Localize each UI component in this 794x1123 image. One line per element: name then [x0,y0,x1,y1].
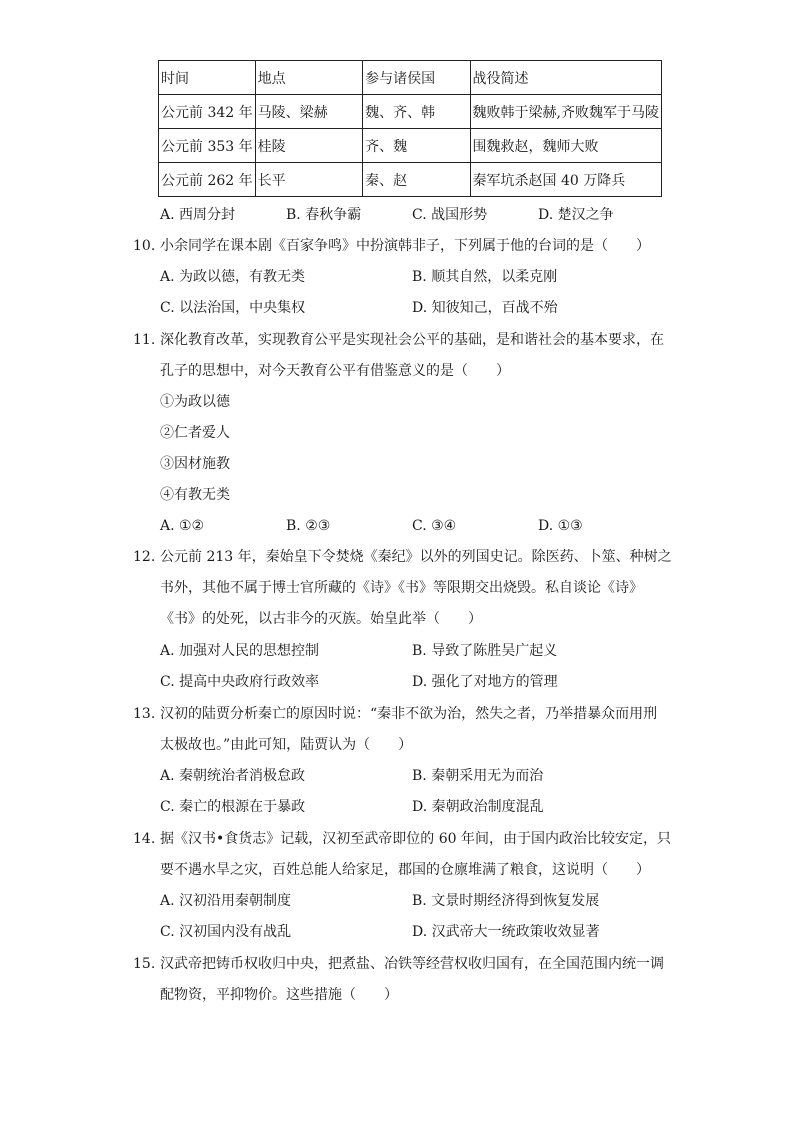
table-cell: 魏、齐、韩 [363,95,470,129]
question-number: 14. [133,831,156,847]
battles-table [158,60,662,197]
table-cell: 公元前 353 年 [159,129,256,163]
question-stem-line: 汉武帝把铸币权收归中央，把煮盐、冶铁等经营权收归国有，在全国范围内统一调 [160,956,664,972]
question-stem-line: 据《汉书•食货志》记载，汉初至武帝即位的 60 年间，由于国内政治比较安定，只 [160,831,671,847]
question-number: 12. [133,549,156,565]
question-stem-line: 太极故也。”由此可知，陆贾认为（ ） [160,737,413,753]
q13-option-a[interactable]: A. 秦朝统治者消极怠政 [160,768,306,784]
question-stem-line: 公元前 213 年，秦始皇下令焚烧《秦纪》以外的列国史记。除医药、卜筮、种树之 [160,549,672,565]
question-number: 10. [133,238,156,254]
q12-option-a[interactable]: A. 加强对人民的思想控制 [160,643,320,659]
q11-option-d[interactable]: D. ①③ [538,518,583,534]
question-stem-line: 孔子的思想中，对今天教育公平有借鉴意义的是（ ） [160,363,510,379]
q13-option-b[interactable]: B. 秦朝采用无为而治 [412,768,544,784]
table-header-cell: 时间 [159,61,256,95]
question-number: 15. [133,956,156,972]
q9-option-a[interactable]: A. 西周分封 [160,207,236,223]
table-cell: 秦军坑杀赵国 40 万降兵 [470,163,661,197]
table-cell: 公元前 342 年 [159,95,256,129]
question-number: 11. [133,332,156,348]
q9-option-c[interactable]: C. 战国形势 [412,207,488,223]
q10-option-c[interactable]: C. 以法治国，中央集权 [160,300,306,316]
table-header-cell: 地点 [255,61,362,95]
q13-option-d[interactable]: D. 秦朝政治制度混乱 [412,799,544,815]
question-stem-line: 配物资，平抑物价。这些措施（ ） [160,987,398,1003]
q14-option-a[interactable]: A. 汉初沿用秦朝制度 [160,893,292,909]
table-row [159,95,662,129]
q11-option-a[interactable]: A. ①② [160,518,205,534]
statement-item: ③因材施教 [160,456,230,472]
q14-option-d[interactable]: D. 汉武帝大一统政策收效显著 [412,924,600,940]
table-row [159,163,662,197]
q11-option-c[interactable]: C. ③④ [412,518,457,534]
table-cell: 公元前 262 年 [159,163,256,197]
q14-option-b[interactable]: B. 文景时期经济得到恢复发展 [412,893,600,909]
q11-option-b[interactable]: B. ②③ [286,518,331,534]
question-stem: 小余同学在课本剧《百家争鸣》中扮演韩非子，下列属于他的台词的是（ ） [160,238,650,254]
table-cell: 桂陵 [255,129,362,163]
question-stem-line: 《书》的处死，以古非今的灭族。始皇此举（ ） [160,611,482,627]
table-header-row [159,61,662,95]
q14-option-c[interactable]: C. 汉初国内没有战乱 [160,924,292,940]
q13-option-c[interactable]: C. 秦亡的根源在于暴政 [160,799,306,815]
q12-option-b[interactable]: B. 导致了陈胜吴广起义 [412,643,558,659]
q9-option-d[interactable]: D. 楚汉之争 [538,207,614,223]
table-cell: 长平 [255,163,362,197]
q12-option-d[interactable]: D. 强化了对地方的管理 [412,674,558,690]
question-stem-line: 书外，其他不属于博士官所藏的《诗》《书》等限期交出烧毁。私自谈论《诗》 [160,580,643,596]
table-cell: 秦、赵 [363,163,470,197]
question-number: 13. [133,706,156,722]
q10-option-d[interactable]: D. 知彼知己，百战不殆 [412,300,558,316]
table-header-cell: 参与诸侯国 [363,61,470,95]
question-stem-line: 汉初的陆贾分析秦亡的原因时说：“秦非不欲为治，然失之者，乃举措暴众而用刑 [160,706,658,722]
table-cell: 围魏救赵，魏师大败 [470,129,661,163]
table-cell: 齐、魏 [363,129,470,163]
q10-option-a[interactable]: A. 为政以德，有教无类 [160,269,306,285]
table-header-cell: 战役简述 [470,61,661,95]
statement-item: ④有教无类 [160,487,230,503]
question-stem-line: 要不遇水旱之灾，百姓总能人给家足，郡国的仓廪堆满了粮食，这说明（ ） [160,862,650,878]
statement-item: ②仁者爱人 [160,425,230,441]
q12-option-c[interactable]: C. 提高中央政府行政效率 [160,674,320,690]
table-cell: 魏败韩于梁赫,齐败魏军于马陵 [470,95,661,129]
q9-option-b[interactable]: B. 春秋争霸 [286,207,362,223]
table-cell: 马陵、梁赫 [255,95,362,129]
question-stem-line: 深化教育改革，实现教育公平是实现社会公平的基础，是和谐社会的基本要求，在 [160,332,664,348]
statement-item: ①为政以德 [160,394,230,410]
q10-option-b[interactable]: B. 顺其自然，以柔克刚 [412,269,558,285]
table-row [159,129,662,163]
